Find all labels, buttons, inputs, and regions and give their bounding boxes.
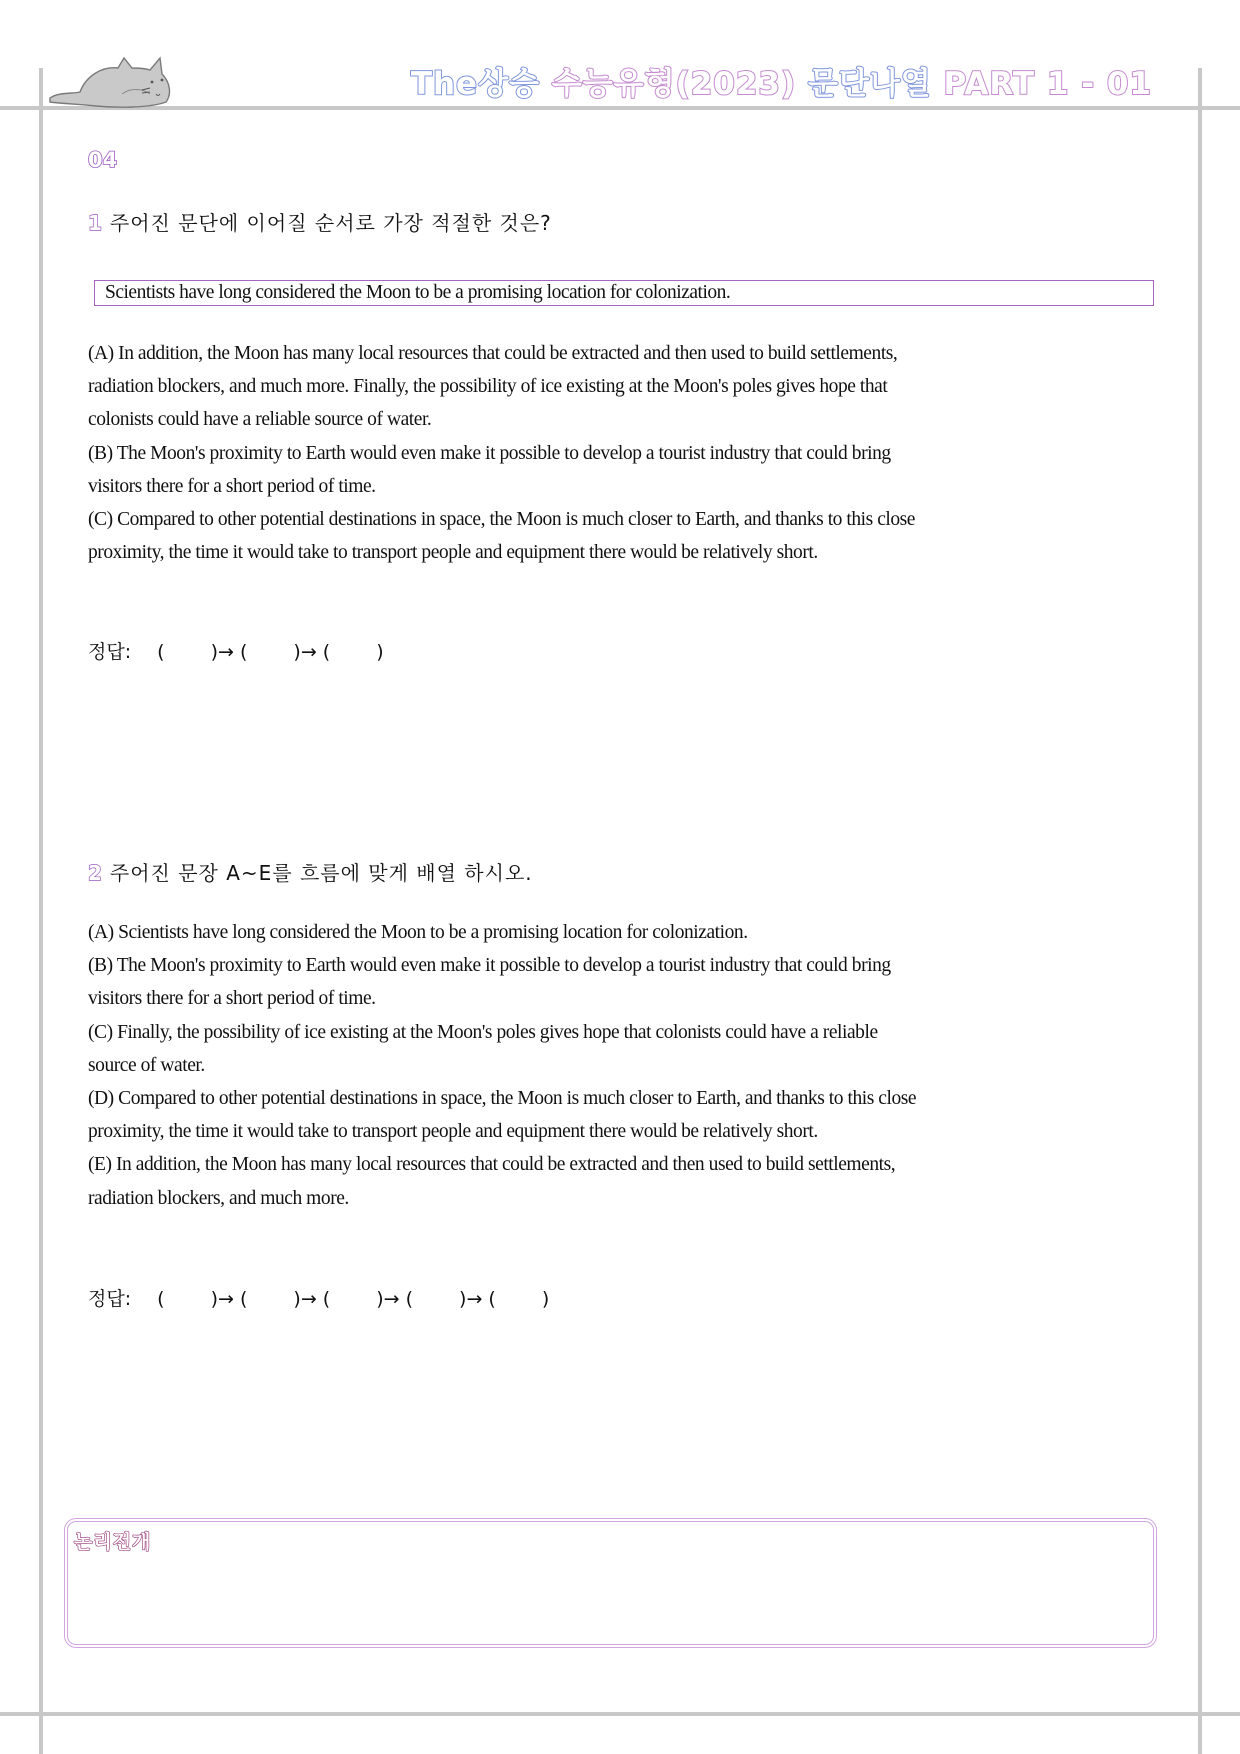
q1-prompt-line	[88, 207, 552, 236]
q2-answer-line	[88, 1284, 549, 1311]
q1-prompt: 주어진 문단에 이어질 순서로 가장 적절한 것은?	[109, 211, 552, 235]
q1-given-sentence: Scientists have long considered the Moon to be a promising location for colonization.	[105, 282, 731, 303]
q2-answer-slot-1[interactable]: ( )→	[157, 1288, 234, 1310]
q2-sentence-a: (A) Scientists have long considered the Moon to be a promising location for colonization.	[88, 922, 748, 943]
q1-paragraph-c: (C) Compared to other potential destinations in space, the Moon is much closer to Earth, and thanks to this close proximity, the time it would take to transport people and equipment there would be relatively short.	[88, 509, 916, 564]
q1-paragraph-b: (B) The Moon's proximity to Earth would even make it possible to develop a tourist industry that could bring visitors there for a short period of time.	[88, 442, 891, 497]
title-part: PART 1 - 01	[943, 66, 1152, 102]
q2-answer-slot-3[interactable]: ( )→	[322, 1288, 400, 1310]
problem-number: 04	[88, 148, 118, 172]
q2-answer-slot-5[interactable]: ( )	[488, 1288, 550, 1310]
q1-number: 1	[88, 211, 102, 235]
q1-answer-line	[88, 637, 384, 664]
q1-paragraph-a: (A) In addition, the Moon has many local resources that could be extracted and then used to build settlements, radiation blockers, and much more. Finally, the possibility of ice existing at the Moon's poles gives hope that colonists could have a reliable source of water.	[88, 343, 898, 431]
q2-sentence-c: (C) Finally, the possibility of ice existing at the Moon's poles gives hope that colonists could have a reliable source of water.	[88, 1021, 878, 1076]
q1-paragraphs	[88, 337, 928, 569]
q2-sentence-d: (D) Compared to other potential destinations in space, the Moon is much closer to Earth, and thanks to this close proximity, the time it would take to transport people and equipment there would be relatively short.	[88, 1088, 917, 1143]
q1-answer-slot-3[interactable]: ( )	[322, 641, 384, 663]
q2-answer-label: 정답:	[88, 1288, 132, 1310]
right-margin-rule	[1198, 68, 1202, 1754]
q2-prompt-line	[88, 857, 533, 886]
q1-answer-slot-2[interactable]: ( )→	[239, 641, 317, 663]
title-series: 수능유형(2023)	[551, 66, 808, 102]
title-type: 문단나열	[807, 66, 944, 102]
q2-answer-slot-4[interactable]: ( )→	[405, 1288, 483, 1310]
q2-answer-slot-2[interactable]: ( )→	[239, 1288, 317, 1310]
footer-rule	[0, 1712, 1240, 1716]
q2-sentence-b: (B) The Moon's proximity to Earth would even make it possible to develop a tourist industry that could bring visitors there for a short period of time.	[88, 955, 891, 1010]
document-title	[411, 58, 1152, 103]
q1-given-sentence-box	[94, 280, 1154, 306]
logic-flow-label: 논리전개	[74, 1531, 152, 1553]
q2-sentences	[88, 916, 928, 1215]
sleeping-cat-icon	[46, 54, 182, 110]
logic-flow-box[interactable]	[64, 1518, 1157, 1648]
left-margin-rule	[39, 68, 43, 1754]
q2-sentence-e: (E) In addition, the Moon has many local resources that could be extracted and then used to build settlements, radiation blockers, and much more.	[88, 1154, 896, 1209]
q1-answer-slot-1[interactable]: ( )→	[157, 641, 234, 663]
header-rule	[0, 106, 1240, 110]
q2-prompt: 주어진 문장 A~E를 흐름에 맞게 배열 하시오.	[109, 861, 533, 885]
q1-answer-label: 정답:	[88, 641, 132, 663]
q2-number: 2	[88, 861, 102, 885]
title-brand: The상승	[410, 66, 552, 102]
